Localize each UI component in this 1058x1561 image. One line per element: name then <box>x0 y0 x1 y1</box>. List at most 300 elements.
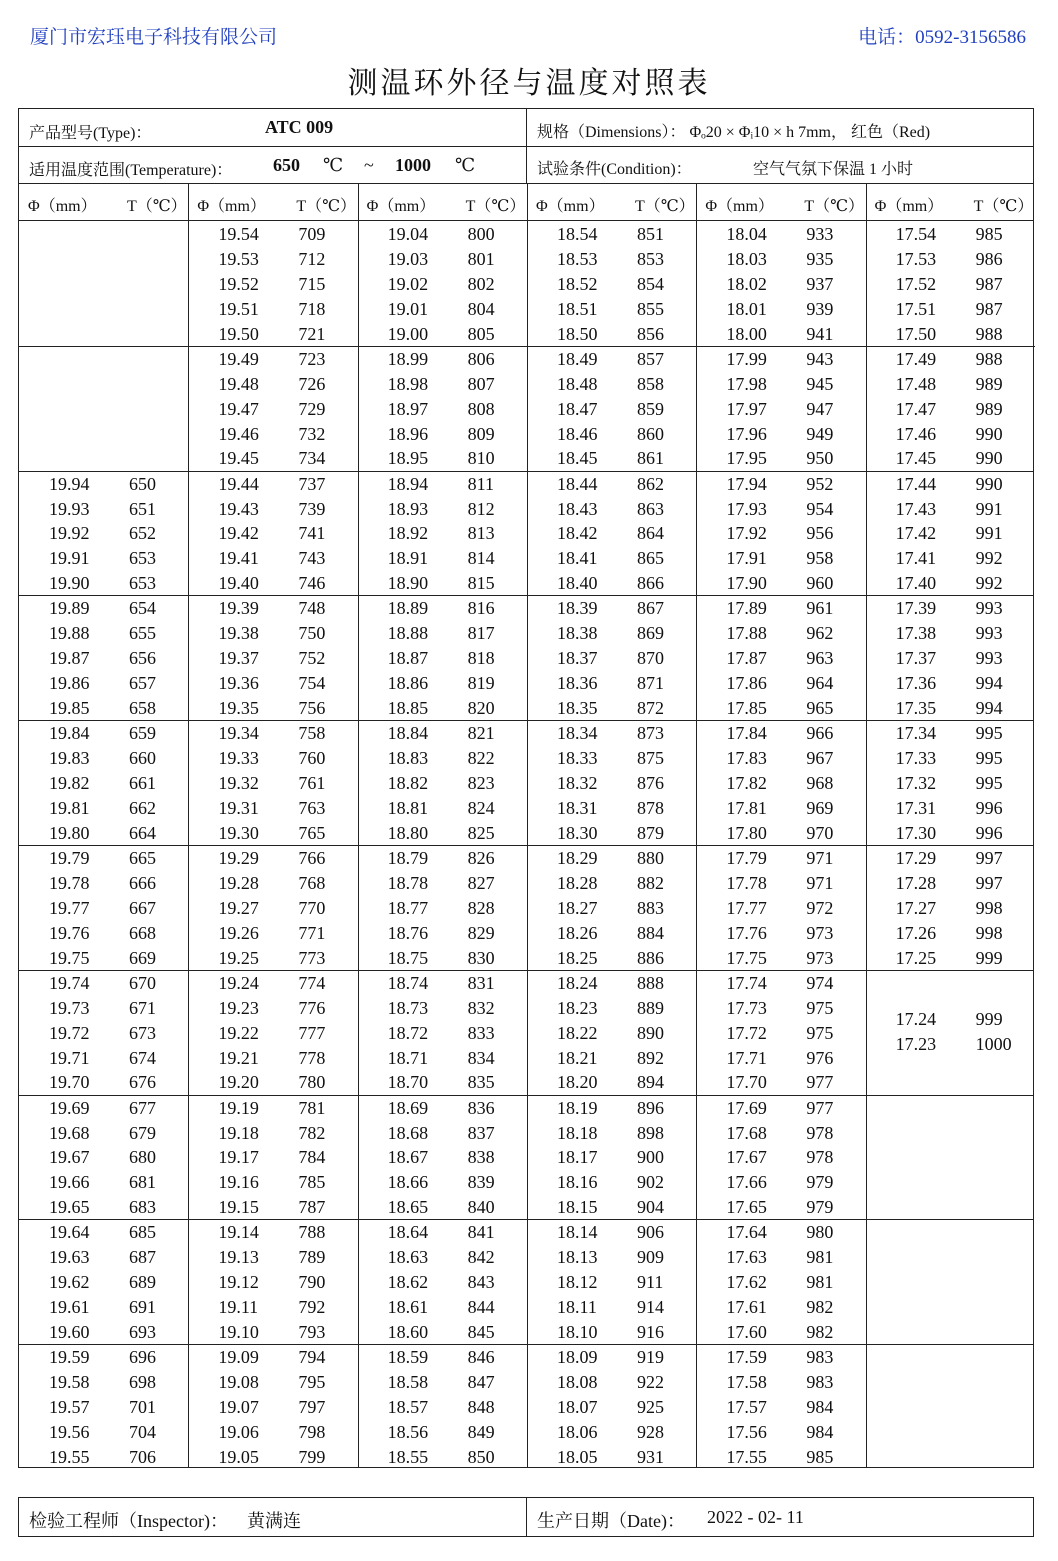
temperature-value: 847 <box>467 1372 495 1393</box>
table-row <box>188 1420 357 1445</box>
table-row <box>188 1270 357 1295</box>
temperature-value: 732 <box>298 423 326 444</box>
diameter-value: 19.25 <box>218 947 259 968</box>
diameter-value: 19.65 <box>49 1197 90 1218</box>
diameter-value: 19.18 <box>218 1122 259 1143</box>
table-row <box>696 546 865 571</box>
diameter-value: 19.13 <box>218 1247 259 1268</box>
table-row <box>358 1021 527 1046</box>
temperature-value: 683 <box>129 1197 156 1218</box>
diameter-value: 18.41 <box>556 548 598 569</box>
table-row <box>527 446 696 471</box>
temperature-value: 812 <box>467 498 495 519</box>
diameter-value: 18.74 <box>387 972 429 993</box>
temperature-value: 691 <box>129 1297 156 1318</box>
table-row <box>188 1121 357 1146</box>
diameter-value: 17.54 <box>895 224 937 244</box>
table-row <box>527 247 696 272</box>
diameter-value: 19.68 <box>49 1122 90 1143</box>
table-row <box>527 1245 696 1270</box>
temperature-value: 785 <box>298 1172 326 1193</box>
temperature-value: 845 <box>467 1322 495 1342</box>
temperature-value: 888 <box>636 972 664 993</box>
diameter-value: 18.59 <box>387 1347 429 1368</box>
diameter-value: 18.12 <box>556 1272 598 1293</box>
temperature-value: 662 <box>129 797 156 818</box>
diameter-value: 17.95 <box>726 448 767 469</box>
type-value: ATC 009 <box>265 117 334 137</box>
diameter-value: 17.67 <box>726 1147 767 1168</box>
table-row <box>19 996 188 1021</box>
temperature-value: 911 <box>636 1272 664 1293</box>
table-row <box>188 347 357 372</box>
table-row <box>866 946 1035 971</box>
table-row <box>358 1345 527 1370</box>
diameter-value: 19.80 <box>49 822 90 843</box>
table-row <box>527 1145 696 1170</box>
diameter-value: 17.88 <box>726 623 767 644</box>
diameter-value: 19.91 <box>49 548 90 569</box>
diameter-value: 17.72 <box>726 1022 767 1043</box>
temperature-value: 750 <box>298 623 326 644</box>
diameter-value: 17.49 <box>895 348 937 369</box>
diameter-value: 19.84 <box>49 723 90 744</box>
table-row <box>866 746 1035 771</box>
diameter-value: 19.16 <box>218 1172 259 1193</box>
diameter-value: 18.30 <box>556 822 598 843</box>
temperature-value: 788 <box>298 1222 326 1243</box>
table-row <box>188 247 357 272</box>
table-row <box>527 946 696 971</box>
column-header-phi: Φ（mm） <box>197 198 266 215</box>
diameter-value: 17.28 <box>895 872 937 893</box>
temperature-value: 986 <box>975 248 1003 269</box>
table-row <box>358 322 527 347</box>
diameter-value: 18.97 <box>387 398 429 419</box>
temperature-value: 773 <box>298 947 326 968</box>
diameter-value: 17.37 <box>895 648 937 669</box>
table-row <box>527 1320 696 1345</box>
temperature-value: 726 <box>298 373 326 394</box>
diameter-value: 18.58 <box>387 1372 429 1393</box>
temperature-value: 765 <box>298 822 326 843</box>
table-row <box>19 846 188 871</box>
table-row <box>19 1195 188 1220</box>
column-header-phi: Φ（mm） <box>705 198 774 215</box>
table-row <box>866 721 1035 746</box>
table-row <box>527 996 696 1021</box>
temperature-value: 870 <box>636 648 664 669</box>
temperature-value: 798 <box>298 1421 326 1442</box>
diameter-value: 18.39 <box>556 598 598 619</box>
temperature-value: 756 <box>298 698 326 718</box>
table-row <box>866 297 1035 322</box>
diameter-value: 18.44 <box>556 473 598 494</box>
diameter-value: 19.11 <box>218 1297 259 1318</box>
diameter-value: 18.70 <box>387 1072 429 1093</box>
footer-divider <box>526 1498 527 1536</box>
table-row <box>358 1096 527 1121</box>
temperature-value: 972 <box>806 897 834 918</box>
temperature-value: 879 <box>636 822 664 843</box>
table-row <box>19 1096 188 1121</box>
temperature-value: 869 <box>636 623 664 644</box>
table-row <box>866 347 1035 372</box>
temperature-value: 996 <box>975 797 1003 818</box>
diameter-value: 19.22 <box>218 1022 259 1043</box>
diameter-value: 18.75 <box>387 947 429 968</box>
table-row <box>866 521 1035 546</box>
temperature-value: 993 <box>975 623 1003 644</box>
table-row <box>19 521 188 546</box>
temperature-value: 743 <box>298 548 326 569</box>
diameter-value: 17.74 <box>726 972 767 993</box>
temperature-value: 943 <box>806 348 834 369</box>
temperature-value: 673 <box>129 1022 156 1043</box>
column-header-temp: T（℃） <box>296 198 357 215</box>
diameter-value: 19.02 <box>387 273 429 294</box>
table-row <box>866 846 1035 871</box>
diameter-value: 18.62 <box>387 1272 429 1293</box>
condition-label: 试验条件(Condition)： <box>537 161 692 178</box>
table-row <box>696 671 865 696</box>
diameter-value: 19.83 <box>49 748 90 769</box>
temperature-value: 667 <box>129 897 156 918</box>
temperature-value: 685 <box>129 1222 156 1243</box>
table-row <box>696 521 865 546</box>
table-row <box>188 521 357 546</box>
diameter-value: 18.11 <box>556 1297 597 1318</box>
temperature-value: 878 <box>636 797 664 818</box>
table-row <box>696 696 865 721</box>
column-header-temp: T（℃） <box>804 198 864 215</box>
temperature-value: 983 <box>806 1372 834 1393</box>
table-row <box>358 1121 527 1146</box>
temperature-value: 815 <box>467 573 495 594</box>
diameter-value: 18.32 <box>556 773 598 793</box>
temperature-value: 977 <box>806 1097 834 1118</box>
table-row <box>188 1320 357 1345</box>
diameter-value: 18.08 <box>556 1372 598 1393</box>
diameter-value: 18.42 <box>556 523 598 544</box>
table-row <box>527 1420 696 1445</box>
table-row <box>527 921 696 946</box>
table-row <box>188 1170 357 1195</box>
column-header-phi: Φ（mm） <box>535 198 605 215</box>
temperature-value: 900 <box>636 1147 664 1168</box>
temperature-value: 704 <box>129 1421 156 1442</box>
temperature-value: 687 <box>129 1247 156 1268</box>
temperature-value: 741 <box>298 523 326 544</box>
temperature-value: 977 <box>806 1072 834 1093</box>
table-row <box>358 571 527 596</box>
table-row <box>527 222 696 247</box>
table-row <box>19 1420 188 1445</box>
table-row <box>19 721 188 746</box>
table-row <box>527 821 696 846</box>
table-row <box>696 821 865 846</box>
temperature-value: 990 <box>975 473 1003 494</box>
diameter-value: 17.38 <box>895 623 937 644</box>
diameter-value: 18.29 <box>556 848 598 868</box>
column-header-phi: Φ（mm） <box>874 198 944 215</box>
table-row <box>358 1420 527 1445</box>
table-row <box>527 322 696 347</box>
table-row <box>19 921 188 946</box>
temperature-value: 968 <box>806 773 834 793</box>
diameter-value: 19.10 <box>218 1322 259 1342</box>
temperature-value: 922 <box>636 1372 664 1393</box>
temperature-value: 830 <box>467 947 495 968</box>
temperature-value: 863 <box>636 498 664 519</box>
temperature-value: 746 <box>298 573 326 594</box>
temperature-value: 909 <box>636 1247 664 1268</box>
temperature-value: 653 <box>129 548 156 569</box>
temperature-value: 856 <box>636 323 664 344</box>
table-row <box>358 372 527 397</box>
table-row <box>358 1245 527 1270</box>
diameter-value: 18.55 <box>387 1446 429 1467</box>
diameter-value: 19.45 <box>218 448 259 469</box>
table-row <box>696 796 865 821</box>
diameter-value: 19.36 <box>218 673 259 694</box>
table-row <box>527 846 696 871</box>
phone-number: 电话：0592-3156586 <box>858 27 1026 48</box>
diameter-value: 19.72 <box>49 1022 90 1043</box>
temperature-value: 693 <box>129 1322 156 1342</box>
diameter-value: 19.81 <box>49 797 90 818</box>
temperature-value: 928 <box>636 1421 664 1442</box>
table-row <box>188 1295 357 1320</box>
temperature-value: 858 <box>636 373 664 394</box>
temperature-tilde: ~ <box>364 155 374 175</box>
temperature-value: 958 <box>806 548 834 569</box>
temperature-value: 793 <box>298 1322 326 1342</box>
table-row <box>696 1096 865 1121</box>
table-row <box>696 746 865 771</box>
diameter-value: 18.57 <box>387 1397 429 1417</box>
diameter-value: 18.52 <box>556 273 598 294</box>
diameter-value: 18.76 <box>387 922 429 943</box>
temperature-value: 654 <box>129 598 156 619</box>
temperature-value: 883 <box>636 897 664 918</box>
table-row <box>527 721 696 746</box>
diameter-value: 18.31 <box>556 797 598 818</box>
temperature-value: 818 <box>467 648 495 669</box>
diameter-value: 18.72 <box>387 1022 429 1043</box>
table-row <box>527 1220 696 1245</box>
diameter-value: 19.55 <box>49 1446 90 1467</box>
table-row <box>527 971 696 996</box>
diameter-value: 19.15 <box>218 1197 259 1218</box>
table-row <box>866 771 1035 796</box>
table-row <box>527 621 696 646</box>
diameter-value: 18.51 <box>556 298 598 319</box>
table-row <box>866 571 1035 596</box>
temperature-value: 825 <box>467 822 495 843</box>
temperature-value: 945 <box>806 373 834 394</box>
date-label: 生产日期（Date)： <box>537 1511 685 1531</box>
diameter-value: 17.77 <box>726 897 767 918</box>
diameter-value: 18.40 <box>556 573 598 594</box>
temperature-value: 872 <box>636 698 664 718</box>
temperature-value: 789 <box>298 1247 326 1268</box>
diameter-value: 19.54 <box>218 224 259 244</box>
temperature-value: 784 <box>298 1147 326 1168</box>
temperature-value: 669 <box>129 947 156 968</box>
temperature-value: 886 <box>636 947 664 968</box>
temperature-value: 680 <box>129 1147 156 1168</box>
diameter-value: 18.92 <box>387 523 429 544</box>
table-row <box>527 1121 696 1146</box>
temperature-value: 939 <box>806 298 834 319</box>
temperature-value: 834 <box>467 1047 495 1068</box>
temperature-value: 770 <box>298 897 326 918</box>
table-row <box>696 297 865 322</box>
diameter-value: 18.86 <box>387 673 429 694</box>
temperature-value: 843 <box>467 1272 495 1293</box>
table-row <box>188 696 357 721</box>
temperature-value: 975 <box>806 1022 834 1043</box>
temperature-value: 813 <box>467 523 495 544</box>
table-row <box>696 1021 865 1046</box>
table-row <box>358 896 527 921</box>
table-row <box>527 646 696 671</box>
diameter-value: 17.87 <box>726 648 767 669</box>
table-row <box>866 821 1035 846</box>
diameter-value: 19.88 <box>49 623 90 644</box>
temperature-value: 984 <box>806 1397 834 1417</box>
table-row <box>358 1320 527 1345</box>
diameter-value: 19.75 <box>49 947 90 968</box>
diameter-value: 19.06 <box>218 1421 259 1442</box>
table-row <box>696 721 865 746</box>
table-row <box>696 347 865 372</box>
temperature-value: 774 <box>298 972 326 993</box>
diameter-value: 18.24 <box>556 972 598 993</box>
temperature-value: 778 <box>298 1047 326 1068</box>
type-label: 产品型号(Type)： <box>29 125 152 142</box>
diameter-value: 17.91 <box>726 548 767 569</box>
table-row <box>866 646 1035 671</box>
diameter-value: 18.63 <box>387 1247 429 1268</box>
diameter-value: 19.78 <box>49 872 90 893</box>
diameter-value: 19.31 <box>218 797 259 818</box>
diameter-value: 18.28 <box>556 872 598 893</box>
temperature-value: 855 <box>636 298 664 319</box>
temperature-value: 931 <box>636 1446 664 1467</box>
diameter-value: 17.55 <box>726 1446 767 1467</box>
company-name: 厦门市宏珏电子科技有限公司 <box>30 27 278 48</box>
diameter-value: 19.09 <box>218 1347 259 1368</box>
table-row <box>866 1007 1035 1032</box>
table-row <box>358 846 527 871</box>
table-row <box>527 546 696 571</box>
diameter-value: 18.95 <box>387 448 429 469</box>
table-row <box>188 596 357 621</box>
diameter-value: 18.18 <box>556 1122 598 1143</box>
table-row <box>188 1195 357 1220</box>
temperature-value: 976 <box>806 1047 834 1068</box>
temperature-value: 821 <box>467 723 495 744</box>
table-row <box>696 446 865 471</box>
diameter-value: 19.48 <box>218 373 259 394</box>
table-row <box>358 946 527 971</box>
table-row <box>188 796 357 821</box>
diameter-value: 17.51 <box>895 298 937 319</box>
diameter-value: 18.98 <box>387 373 429 394</box>
temperature-value: 981 <box>806 1247 834 1268</box>
temperature-value: 871 <box>636 673 664 694</box>
table-row <box>358 996 527 1021</box>
table-row <box>866 596 1035 621</box>
table-row <box>866 1032 1035 1057</box>
diameter-value: 19.32 <box>218 773 259 793</box>
diameter-value: 18.81 <box>387 797 429 818</box>
temperature-value: 999 <box>975 947 1003 968</box>
table-row <box>19 1295 188 1320</box>
column-header-phi: Φ（mm） <box>28 198 97 215</box>
diameter-value: 17.36 <box>895 673 937 694</box>
diameter-value: 17.99 <box>726 348 767 369</box>
table-row <box>188 397 357 422</box>
diameter-value: 17.73 <box>726 997 767 1018</box>
column-header-temp: T（℃） <box>127 198 187 215</box>
diameter-value: 18.82 <box>387 773 429 793</box>
table-row <box>358 1395 527 1420</box>
table-row <box>527 796 696 821</box>
temperature-value: 729 <box>298 398 326 419</box>
table-row <box>188 272 357 297</box>
temperature-value: 978 <box>806 1122 834 1143</box>
inspector-label: 检验工程师（Inspector)： <box>29 1511 228 1531</box>
diameter-value: 18.38 <box>556 623 598 644</box>
temperature-value: 937 <box>806 273 834 294</box>
diameter-value: 19.08 <box>218 1372 259 1393</box>
diameter-value: 19.82 <box>49 773 90 793</box>
table-row <box>696 1046 865 1071</box>
table-row <box>527 347 696 372</box>
table-row <box>19 1245 188 1270</box>
temperature-value: 889 <box>636 997 664 1018</box>
temperature-value: 816 <box>467 598 495 619</box>
temperature-value: 956 <box>806 523 834 544</box>
diameter-value: 19.66 <box>49 1172 90 1193</box>
table-row <box>19 571 188 596</box>
diameter-value: 17.94 <box>726 473 767 494</box>
temperature-value: 882 <box>636 872 664 893</box>
temperature-value: 1000 <box>975 1033 1012 1054</box>
table-row <box>527 272 696 297</box>
table-row <box>19 1370 188 1395</box>
diameter-value: 18.50 <box>556 323 598 344</box>
diameter-value: 19.42 <box>218 523 259 544</box>
diameter-value: 17.75 <box>726 947 767 968</box>
temperature-value: 660 <box>129 748 156 769</box>
table-row <box>19 871 188 896</box>
table-row <box>19 896 188 921</box>
diameter-value: 18.14 <box>556 1222 598 1243</box>
table-row <box>696 946 865 971</box>
table-row <box>696 1195 865 1220</box>
temperature-value: 801 <box>467 248 495 269</box>
table-row <box>358 272 527 297</box>
temperature-value: 754 <box>298 673 326 694</box>
table-row <box>358 1170 527 1195</box>
temperature-value: 991 <box>975 523 1003 544</box>
diameter-value: 19.53 <box>218 248 259 269</box>
table-row <box>527 497 696 522</box>
